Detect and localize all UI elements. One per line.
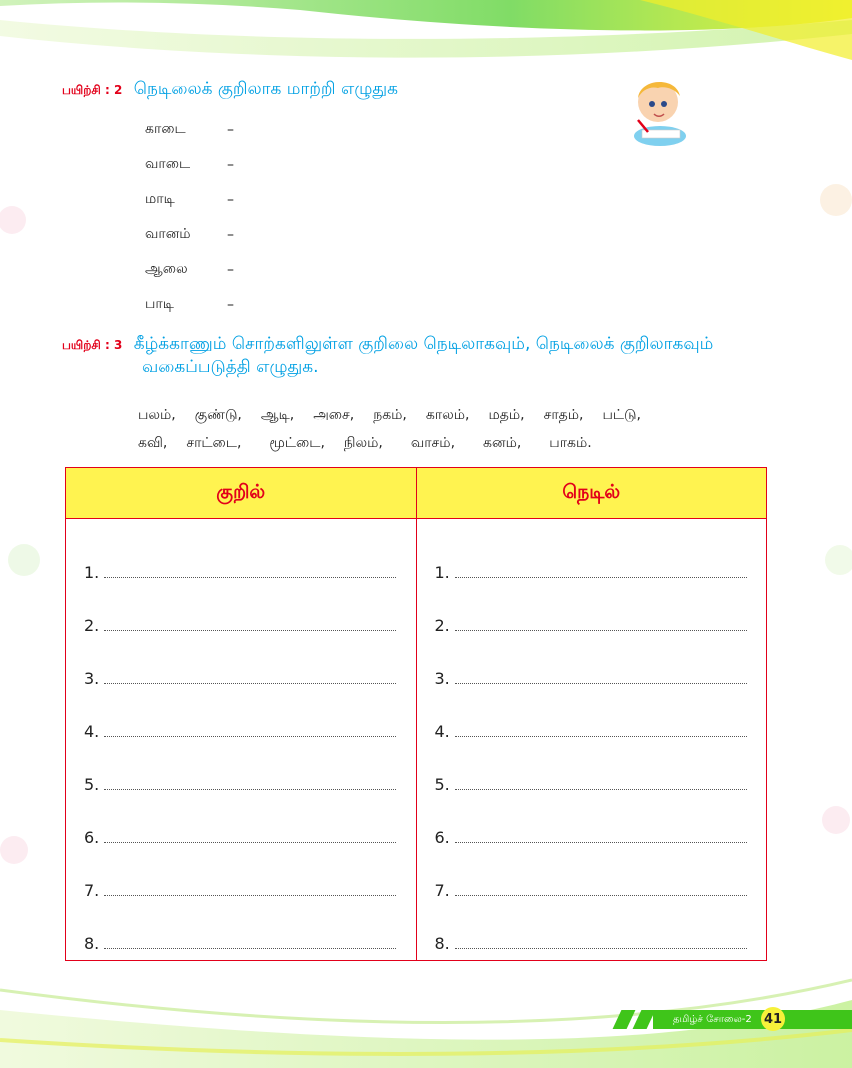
exercise-3-title-line1: கீழ்க்காணும் சொற்களிலுள்ள குறிலை நெடிலாகவும், நெடிலைக் குறிலாகவும் xyxy=(133,334,714,354)
word: வாடை xyxy=(145,155,191,172)
table-body xyxy=(66,519,766,961)
answer-line[interactable] xyxy=(417,599,767,652)
word: நிலம், xyxy=(343,435,383,451)
blank-line[interactable] xyxy=(455,789,747,790)
exercise-2-word-list xyxy=(145,112,234,322)
blank-line[interactable] xyxy=(104,630,396,631)
book-title: தமிழ்ச் சோலை-2 xyxy=(673,1014,752,1025)
blank-line[interactable] xyxy=(104,683,396,684)
answer-line[interactable] xyxy=(417,652,767,705)
answer-line[interactable] xyxy=(66,758,416,811)
answer-line[interactable] xyxy=(417,758,767,811)
line-number: 3. xyxy=(84,669,100,688)
blank-line[interactable] xyxy=(455,948,747,949)
word: கனம், xyxy=(483,435,522,451)
line-number: 8. xyxy=(84,934,100,953)
answer-line[interactable] xyxy=(66,864,416,917)
page-footer xyxy=(593,1007,852,1032)
list-item xyxy=(145,147,234,182)
word: குண்டு, xyxy=(194,407,242,423)
blank-line[interactable] xyxy=(104,577,396,578)
exercise-3-title-line2: வகைப்படுத்தி எழுதுக. xyxy=(142,357,319,377)
line-number: 6. xyxy=(434,828,450,847)
header-nedil: நெடில் xyxy=(416,468,767,518)
line-number: 1. xyxy=(434,563,450,582)
line-number: 1. xyxy=(84,563,100,582)
word: ஆலை xyxy=(145,260,188,277)
words-line-2 xyxy=(138,430,660,458)
blank-line[interactable] xyxy=(455,736,747,737)
word: பாடி xyxy=(145,295,174,312)
line-number: 6. xyxy=(84,828,100,847)
word: கவி, xyxy=(138,435,168,451)
list-item xyxy=(145,182,234,217)
answer-line[interactable] xyxy=(66,811,416,864)
exercise-2-title: நெடிலைக் குறிலாக மாற்றி எழுதுக xyxy=(133,79,398,99)
answer-line[interactable] xyxy=(417,546,767,599)
exercise-3-words xyxy=(138,402,660,458)
list-item xyxy=(145,287,234,322)
word: நகம், xyxy=(373,407,407,423)
answer-line[interactable] xyxy=(66,546,416,599)
answer-line[interactable] xyxy=(417,705,767,758)
list-item xyxy=(145,252,234,287)
answer-table xyxy=(65,467,767,961)
word: வானம் xyxy=(145,225,191,242)
blank-line[interactable] xyxy=(104,895,396,896)
line-number: 4. xyxy=(84,722,100,741)
word: மூட்டை, xyxy=(269,435,325,451)
line-number: 4. xyxy=(434,722,450,741)
blank-line[interactable] xyxy=(455,683,747,684)
blank-line[interactable] xyxy=(104,842,396,843)
footer-stripe xyxy=(613,1010,636,1029)
line-number: 5. xyxy=(84,775,100,794)
blank-line[interactable] xyxy=(104,736,396,737)
nedil-column xyxy=(416,519,767,961)
line-number: 7. xyxy=(434,881,450,900)
line-number: 2. xyxy=(434,616,450,635)
footer-stripe xyxy=(633,1010,656,1029)
line-number: 7. xyxy=(84,881,100,900)
line-number: 5. xyxy=(434,775,450,794)
blank-line[interactable] xyxy=(104,789,396,790)
answer-line[interactable] xyxy=(66,599,416,652)
answer-line[interactable] xyxy=(417,811,767,864)
word: அசை, xyxy=(313,407,355,423)
blank-line[interactable] xyxy=(455,895,747,896)
dash: – xyxy=(227,121,234,138)
word: மாடி xyxy=(145,190,175,207)
word: மதம், xyxy=(488,407,525,423)
exercise-3-tag: பயிற்சி : 3 xyxy=(62,338,123,352)
answer-line[interactable] xyxy=(66,705,416,758)
blank-line[interactable] xyxy=(104,948,396,949)
dash: – xyxy=(227,296,234,313)
word: காடை xyxy=(145,120,186,137)
words-line-1 xyxy=(138,402,660,430)
table-header xyxy=(66,468,766,519)
word: சாதம், xyxy=(543,407,584,423)
blank-line[interactable] xyxy=(455,577,747,578)
dash: – xyxy=(227,226,234,243)
word: பாகம். xyxy=(549,435,592,451)
line-number: 8. xyxy=(434,934,450,953)
answer-line[interactable] xyxy=(417,917,767,970)
word: பலம், xyxy=(138,407,176,423)
list-item xyxy=(145,112,234,147)
exercise-2-heading xyxy=(62,78,398,101)
answer-line[interactable] xyxy=(417,864,767,917)
blank-line[interactable] xyxy=(455,842,747,843)
page-number: 41 xyxy=(761,1007,785,1031)
boy-writing-illustration xyxy=(628,70,692,148)
kuril-column xyxy=(66,519,416,961)
line-number: 2. xyxy=(84,616,100,635)
line-number: 3. xyxy=(434,669,450,688)
exercise-3-heading xyxy=(62,333,713,378)
answer-line[interactable] xyxy=(66,917,416,970)
word: பட்டு, xyxy=(602,407,642,423)
word: வாசம், xyxy=(410,435,456,451)
blank-line[interactable] xyxy=(455,630,747,631)
dash: – xyxy=(227,261,234,278)
list-item xyxy=(145,217,234,252)
word: காலம், xyxy=(425,407,470,423)
header-kuril: குறில் xyxy=(216,480,266,503)
dash: – xyxy=(227,191,234,208)
dash: – xyxy=(227,156,234,173)
word: ஆடி, xyxy=(260,407,295,423)
exercise-2-tag: பயிற்சி : 2 xyxy=(62,83,123,97)
word: சாட்டை, xyxy=(186,435,242,451)
answer-line[interactable] xyxy=(66,652,416,705)
